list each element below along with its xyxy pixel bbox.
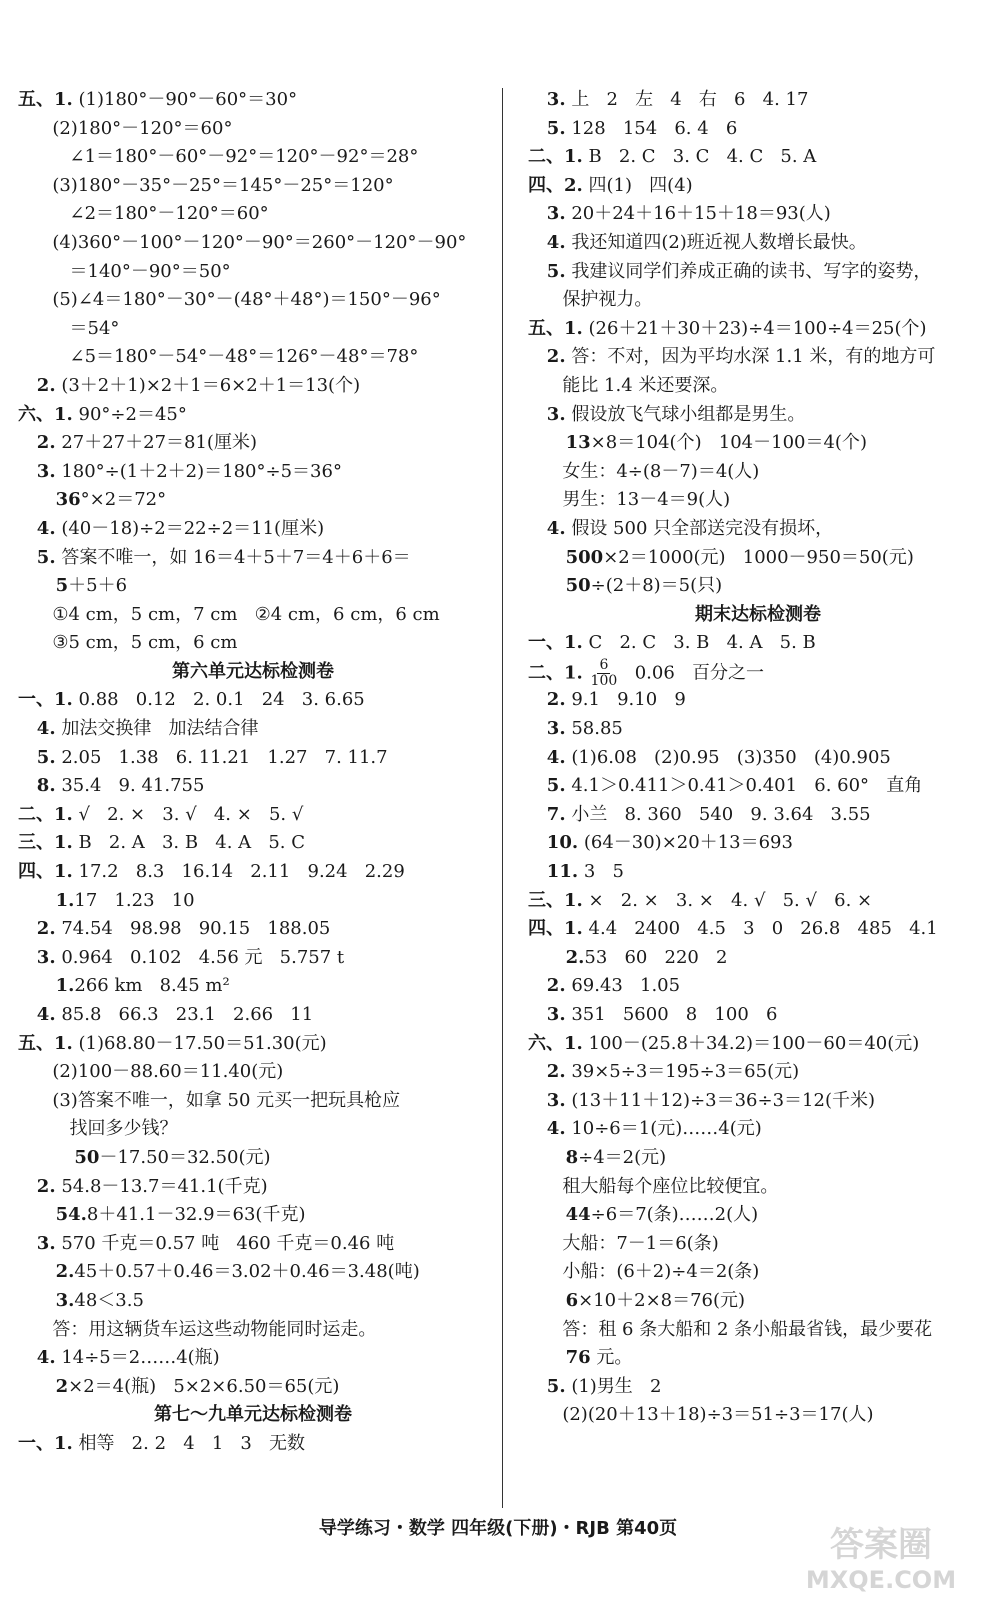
answer-line: 2×2＝4(瓶) 5×2×6.50＝65(元) [18, 1375, 340, 1397]
answer-line: 500×2＝1000(元) 1000－950＝50(元) [528, 546, 914, 568]
answer-line: 3. 20＋24＋16＋15＋18＝93(人) [528, 203, 831, 225]
answer-line: 男生：13－4＝9(人) [528, 489, 731, 511]
answer-line: 4. 假设 500 只全部送完没有损坏， [528, 517, 834, 539]
answer-line: 36°×2＝72° [18, 489, 167, 511]
answer-line: 一、1. 相等 2. 2 4 1 3 无数 [18, 1432, 306, 1454]
answer-line: 3. 上 2 左 4 右 6 4. 17 [528, 89, 809, 110]
answer-line: 四、2. 四(1) 四(4) [528, 174, 693, 196]
answer-line: 6×10＋2×8＝76(元) [528, 1289, 746, 1311]
answer-line: 2. 27＋27＋27＝81(厘米) [18, 432, 257, 454]
section-heading: 第六单元达标检测卷 [172, 660, 334, 682]
answer-line: 3. 180°÷(1＋2＋2)＝180°÷5＝36° [18, 460, 342, 482]
watermark-logo [776, 1518, 986, 1594]
fraction: $\frac{6}{100}$ [590, 656, 618, 689]
answer-line: 一、1. 0.88 0.12 2. 0.1 24 3. 6.65 [18, 689, 365, 711]
answer-line: 五、1. (1)180°－90°－60°＝30° [18, 89, 298, 110]
answer-line: 5＋5＋6 [18, 575, 128, 597]
watermark-line1: 答案圈 [830, 1525, 932, 1565]
answer-line: ③5 cm，5 cm，6 cm [18, 632, 238, 654]
answer-line: 六、1. 100－(25.8＋34.2)＝100－60＝40(元) [528, 1032, 920, 1054]
answer-line: 3. 假设放飞气球小组都是男生。 [528, 403, 806, 425]
answer-line: ①4 cm，5 cm，7 cm ②4 cm，6 cm，6 cm [18, 603, 440, 625]
answer-line: 44÷6＝7(条)……2(人) [528, 1204, 759, 1226]
answer-line: 2. 39×5÷3＝195÷3＝65(元) [528, 1061, 800, 1083]
answer-line: 3. 570 千克＝0.57 吨 460 千克＝0.46 吨 [18, 1232, 395, 1254]
answer-line: ＝54° [18, 317, 120, 339]
left-column [18, 86, 488, 1459]
answer-line: 50÷(2＋8)＝5(只) [528, 575, 723, 597]
answer-line: 答：租 6 条大船和 2 条小船最省钱，最少要花 [528, 1318, 933, 1340]
answer-line: 三、1. B 2. A 3. B 4. A 5. C [18, 832, 305, 854]
answer-line: 5. 128 154 6. 4 6 [528, 117, 738, 139]
answer-line: 找回多少钱？ [18, 1118, 178, 1140]
answer-line: 二、1. $\frac{6}{100}$ 0.06 百分之一 [528, 656, 764, 689]
section-heading: 期末达标检测卷 [695, 603, 821, 625]
answer-line: 五、1. (1)68.80－17.50＝51.30(元) [18, 1032, 327, 1054]
answer-line: 租大船每个座位比较便宜。 [528, 1175, 779, 1197]
answer-line: 3. 351 5600 8 100 6 [528, 1004, 778, 1025]
answer-line: 答：用这辆货车运这些动物能同时运走。 [18, 1318, 377, 1340]
answer-line: 2.53 60 220 2 [528, 946, 728, 968]
answer-line: 5. 答案不唯一，如 16＝4＋5＋7＝4＋6＋6＝ [18, 546, 411, 568]
answer-line: 1.17 1.23 10 [18, 889, 195, 911]
answer-line: 4. (40－18)÷2＝22÷2＝11(厘米) [18, 517, 325, 539]
answer-line: 2. 69.43 1.05 [528, 975, 681, 997]
answer-line: 2. 答：不对，因为平均水深 1.1 米，有的地方可 [528, 346, 936, 368]
answer-line: 大船：7－1＝6(条) [528, 1232, 719, 1254]
answer-line: 能比 1.4 米还要深。 [528, 374, 729, 396]
answer-line: 76 元。 [528, 1347, 633, 1369]
answer-line: 3.48＜3.5 [18, 1289, 144, 1311]
answer-line: 8. 35.4 9. 41.755 [18, 775, 205, 797]
answer-line: 10. (64－30)×20＋13＝693 [528, 832, 793, 854]
answer-line: (2)180°－120°＝60° [18, 117, 233, 139]
answer-line: 4. (1)6.08 (2)0.95 (3)350 (4)0.905 [528, 746, 891, 768]
answer-line: ＝140°－90°＝50° [18, 260, 231, 282]
answer-line: 5. 我建议同学们养成正确的读书、写字的姿势， [528, 260, 932, 282]
answer-line: 女生：4÷(8－7)＝4(人) [528, 460, 760, 482]
answer-line: 5. (1)男生 2 [528, 1375, 662, 1397]
answer-line: 3. 58.85 [528, 718, 623, 740]
answer-line: (2)(20＋13＋18)÷3＝51÷3＝17(人) [528, 1404, 874, 1426]
watermark-line2: MXQE.COM [805, 1566, 957, 1594]
answer-line: 54.8＋41.1－32.9＝63(千克) [18, 1204, 306, 1226]
answer-line: 7. 小兰 8. 360 540 9. 3.64 3.55 [528, 803, 871, 825]
answer-line: 2. 74.54 98.98 90.15 188.05 [18, 918, 331, 940]
answer-line: (5)∠4＝180°－30°－(48°＋48°)＝150°－96° [18, 289, 441, 311]
answer-line: 五、1. (26＋21＋30＋23)÷4＝100÷4＝25(个) [528, 317, 927, 339]
answer-line: ∠1＝180°－60°－92°＝120°－92°＝28° [18, 146, 419, 168]
answer-line: 5. 4.1＞0.411＞0.41＞0.401 6. 60° 直角 [528, 775, 923, 797]
answer-line: (2)100－88.60＝11.40(元) [18, 1061, 284, 1083]
answer-line: 4. 加法交换律 加法结合律 [18, 718, 259, 740]
answer-line: (3)答案不唯一，如拿 50 元买一把玩具枪应 [18, 1089, 401, 1111]
page-footer: 导学练习・数学 四年级(下册)・RJB 第40页 [318, 1518, 678, 1539]
answer-line: 小船：(6＋2)÷4＝2(条) [528, 1261, 760, 1283]
answer-line: 1.266 km 8.45 m² [18, 975, 230, 997]
answer-line: 11. 3 5 [528, 861, 624, 883]
answer-line: 2. 9.1 9.10 9 [528, 689, 686, 711]
answer-line: 3. 0.964 0.102 4.56 元 5.757 t [18, 946, 345, 968]
answer-line: 50－17.50＝32.50(元) [18, 1146, 271, 1168]
answer-line: 2. (3＋2＋1)×2＋1＝6×2＋1＝13(个) [18, 374, 361, 396]
answer-line: 四、1. 17.2 8.3 16.14 2.11 9.24 2.29 [18, 861, 405, 883]
answer-line: ∠5＝180°－54°－48°＝126°－48°＝78° [18, 346, 419, 368]
answer-line: 3. (13＋11＋12)÷3＝36÷3＝12(千米) [528, 1089, 875, 1111]
answer-line: 三、1. × 2. × 3. × 4. √ 5. √ 6. × [528, 889, 873, 911]
answer-line: (3)180°－35°－25°＝145°－25°＝120° [18, 174, 394, 196]
answer-line: 4. 85.8 66.3 23.1 2.66 11 [18, 1004, 314, 1025]
section-heading: 第七～九单元达标检测卷 [154, 1404, 352, 1426]
answer-line: 4. 我还知道四(2)班近视人数增长最快。 [528, 231, 867, 253]
answer-line: 2.45＋0.57＋0.46＝3.02＋0.46＝3.48(吨) [18, 1261, 420, 1283]
answer-line: 13×8＝104(个) 104－100＝4(个) [528, 432, 867, 454]
answer-line: 4. 14÷5＝2……4(瓶) [18, 1347, 220, 1369]
answer-line: (4)360°－100°－120°－90°＝260°－120°－90° [18, 231, 467, 253]
answer-line: 2. 54.8－13.7＝41.1(千克) [18, 1175, 268, 1197]
answer-line: 8÷4＝2(元) [528, 1146, 667, 1168]
answer-line: 5. 2.05 1.38 6. 11.21 1.27 7. 11.7 [18, 746, 388, 768]
answer-line: 二、1. √ 2. × 3. √ 4. × 5. √ [18, 803, 304, 825]
right-column [528, 86, 988, 1430]
answer-line: 保护视力。 [528, 289, 653, 311]
answer-line: 六、1. 90°÷2＝45° [18, 403, 187, 425]
answer-line: 四、1. 4.4 2400 4.5 3 0 26.8 485 4.1 [528, 918, 938, 940]
answer-line: ∠2＝180°－120°＝60° [18, 203, 269, 225]
answer-line: 一、1. C 2. C 3. B 4. A 5. B [528, 632, 816, 654]
answer-line: 4. 10÷6＝1(元)……4(元) [528, 1118, 762, 1140]
column-divider [502, 88, 503, 1508]
answer-line: 二、1. B 2. C 3. C 4. C 5. A [528, 146, 817, 168]
